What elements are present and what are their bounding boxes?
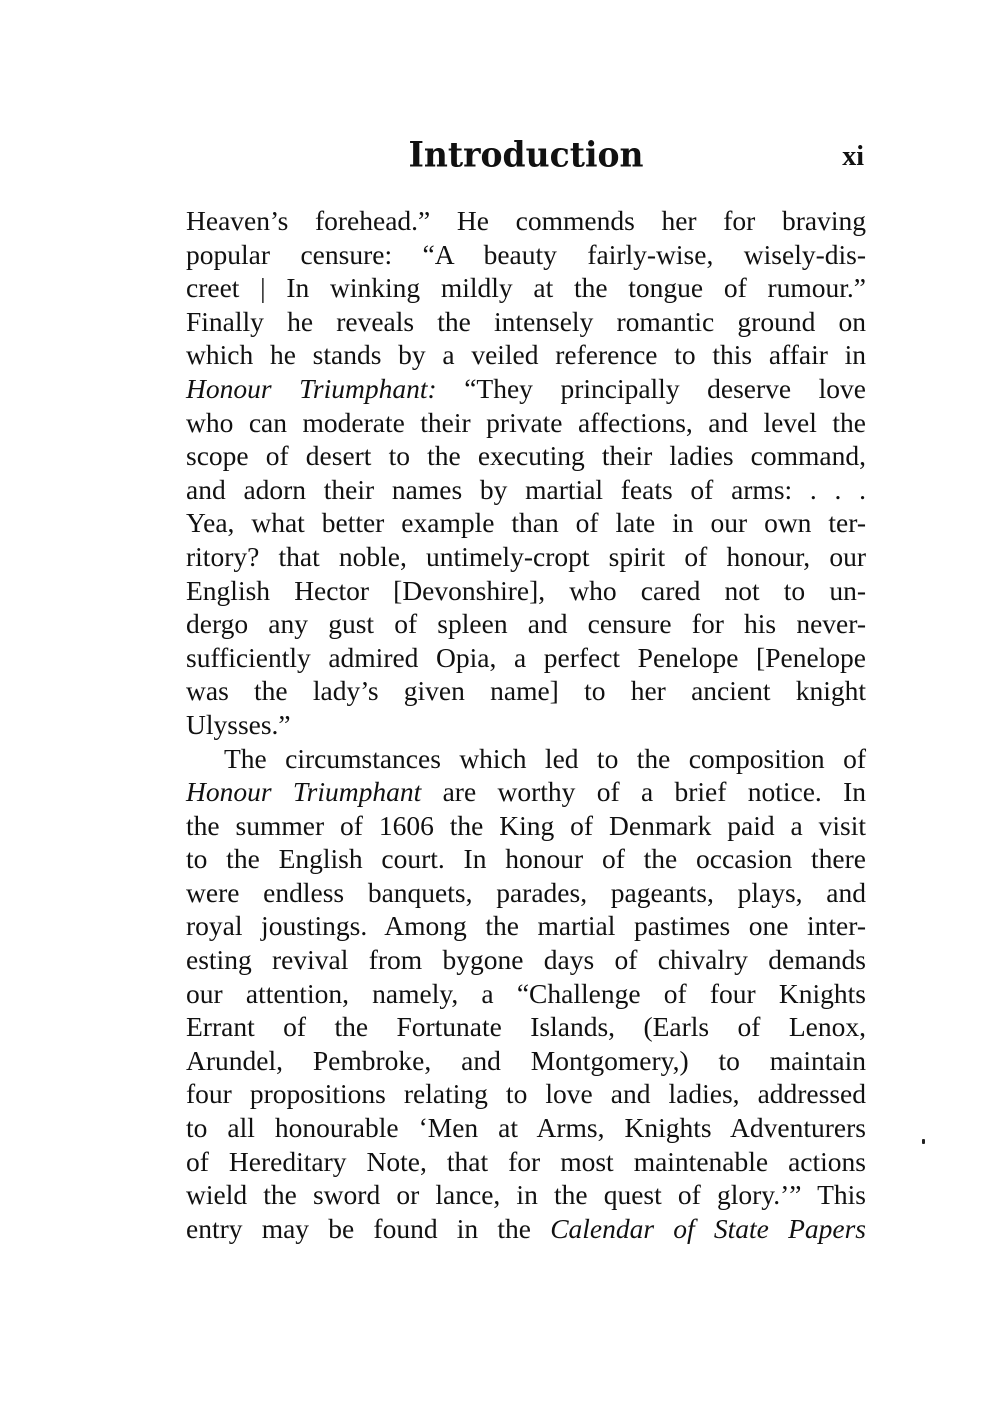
- text-run: creet | In winking mildly at the tongue of rumour.”: [186, 272, 866, 304]
- text-line: [186, 607, 866, 641]
- text-run: Errant of the Fortunate Islands, (Earls of Lenox,: [186, 1011, 866, 1043]
- text-line: [186, 742, 866, 776]
- text-run: our attention, namely, a “Challenge of four Knights: [186, 977, 866, 1009]
- text-run: English Hector [Devonshire], who cared not to un-: [186, 574, 866, 606]
- text-line: [186, 1044, 866, 1078]
- text-line: [186, 1077, 866, 1111]
- text-line: [186, 842, 866, 876]
- text-run: The circumstances which led to the composition of: [224, 742, 866, 774]
- text-run: and adorn their names by martial feats of arms: . . .: [186, 473, 866, 505]
- text-line: [186, 775, 866, 809]
- text-run: wield the sword or lance, in the quest of glory.’” This: [186, 1179, 866, 1211]
- text-line: [186, 943, 866, 977]
- paragraph-1: [186, 204, 866, 742]
- text-run: to the English court. In honour of the occasion there: [186, 843, 866, 875]
- paragraph-2: [186, 742, 866, 1246]
- text-line: [186, 372, 866, 406]
- italic-title: Calendar of State Papers: [550, 1212, 866, 1244]
- text-run: who can moderate their private affections, and level the: [186, 406, 866, 438]
- text-line: [186, 540, 866, 574]
- text-line: [186, 473, 866, 507]
- text-run: Yea, what better example than of late in our own ter-: [186, 507, 866, 539]
- text-line: [186, 574, 866, 608]
- text-run: was the lady’s given name] to her ancient knight: [186, 675, 866, 707]
- text-run: Ulysses.”: [186, 708, 291, 740]
- italic-title: Honour Triumphant: [186, 776, 422, 808]
- text-line: [186, 1212, 866, 1246]
- text-line: [186, 1178, 866, 1212]
- text-run: are worthy of a brief notice. In: [421, 776, 866, 808]
- text-run: sufficiently admired Opia, a perfect Penelope [Penelope: [186, 641, 866, 673]
- scan-speck: [922, 1139, 925, 1144]
- text-run: ritory? that noble, untimely-cropt spirit of honour, our: [186, 540, 866, 572]
- text-line: [186, 641, 866, 675]
- text-line: [186, 506, 866, 540]
- italic-title: Honour Triumphant:: [186, 372, 437, 404]
- text-run: popular censure: “A beauty fairly-wise, wisely-dis-: [186, 238, 866, 270]
- text-run: Heaven’s forehead.” He commends her for braving: [186, 205, 866, 236]
- page-number: xi: [842, 141, 864, 172]
- text-line: [186, 1111, 866, 1145]
- text-run: to all honourable ‘Men at Arms, Knights Adventurers: [186, 1112, 866, 1144]
- text-run: scope of desert to the executing their ladies command,: [186, 440, 866, 472]
- text-run: esting revival from bygone days of chivalry demands: [186, 944, 866, 976]
- text-run: of Hereditary Note, that for most maintenable actions: [186, 1145, 866, 1177]
- running-title: Introduction: [408, 134, 644, 175]
- text-line: [186, 809, 866, 843]
- text-line: [186, 909, 866, 943]
- text-run: four propositions relating to love and ladies, addressed: [186, 1078, 866, 1110]
- text-run: dergo any gust of spleen and censure for his never-: [186, 608, 866, 640]
- text-line: [186, 238, 866, 272]
- text-line: [186, 876, 866, 910]
- text-run: Finally he reveals the intensely romantic ground on: [186, 305, 866, 337]
- body-text: [186, 204, 866, 1245]
- text-line: [186, 977, 866, 1011]
- text-line: [186, 1010, 866, 1044]
- text-run: “They principally deserve love: [436, 372, 866, 404]
- running-head: [186, 135, 866, 185]
- text-line: [186, 338, 866, 372]
- text-run: royal joustings. Among the martial pastimes one inter-: [186, 910, 866, 942]
- text-run: entry may be found in the: [186, 1212, 551, 1244]
- text-line: [186, 439, 866, 473]
- text-line: [186, 305, 866, 339]
- text-run: Arundel, Pembroke, and Montgomery,) to maintain: [186, 1044, 866, 1076]
- text-line: [186, 1145, 866, 1179]
- text-line: [186, 674, 866, 708]
- text-line: [186, 406, 866, 440]
- text-line: [186, 708, 866, 742]
- text-line: [186, 271, 866, 305]
- text-run: were endless banquets, parades, pageants, plays, and: [186, 876, 866, 908]
- text-run: the summer of 1606 the King of Denmark paid a visit: [186, 809, 866, 841]
- text-run: which he stands by a veiled reference to this affair in: [186, 339, 866, 371]
- text-line: [186, 204, 866, 238]
